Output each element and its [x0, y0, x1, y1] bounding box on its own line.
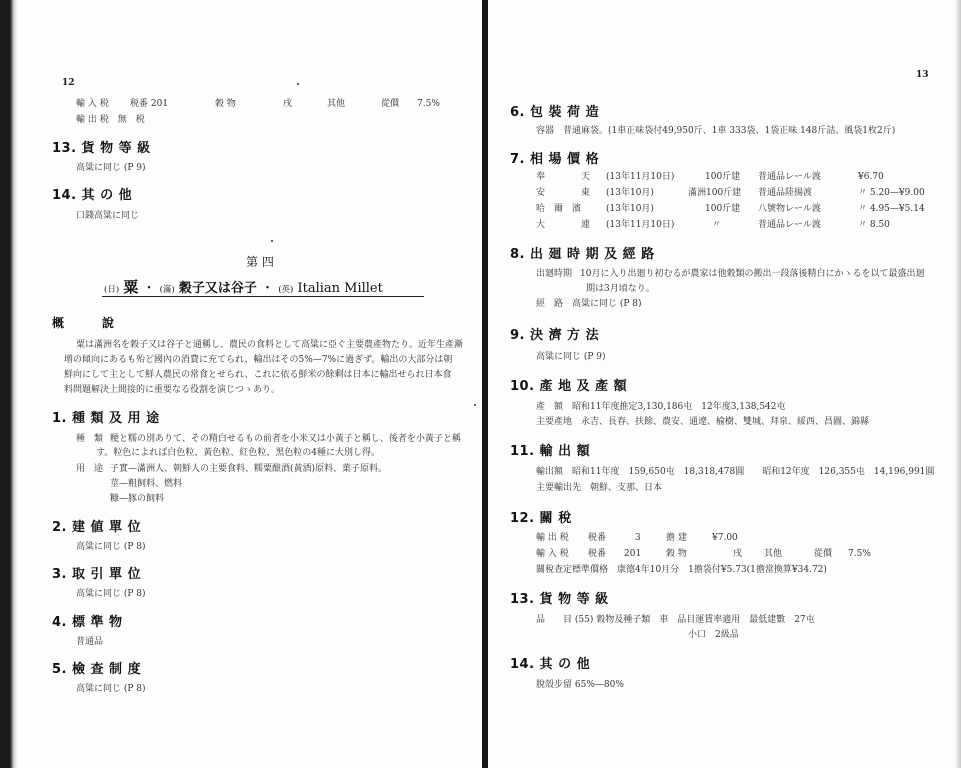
- right-page: [488, 0, 961, 768]
- overview-label: 概 說: [52, 316, 115, 330]
- section-13-text: 高粱に同じ (P 9): [76, 163, 146, 173]
- page-edge-shadow: [955, 0, 961, 768]
- scan-speck: [474, 404, 476, 406]
- shipping-time-line: 期は3月頃なり。: [586, 284, 655, 294]
- price-city: 安 東: [536, 188, 591, 198]
- uses-line: 莖—粗飼料、燃料: [110, 479, 183, 489]
- import-duty-rate: 7.5%: [848, 549, 871, 559]
- uses-label: 用 途: [76, 464, 104, 474]
- section-4-text: 普通品: [76, 637, 104, 647]
- section-3-text: 高粱に同じ (P 8): [76, 589, 146, 599]
- lang-label-jp: (日): [104, 285, 120, 295]
- section-2-text: 高粱に同じ (P 8): [76, 542, 146, 552]
- section-13-title: 13. 貨 物 等 級: [510, 592, 609, 607]
- section-10-title: 10. 產 地 及 產 額: [510, 379, 628, 394]
- name-en: Italian Millet: [297, 281, 383, 296]
- overview-line: 增の傾向にあるも殆ど國內の消費に充てられ、輸出はその5%—7%に過ぎず。輸出の大部分は朝: [64, 355, 453, 365]
- import-duty-label: 輸 入 税: [536, 549, 569, 559]
- scan-speck: [297, 83, 299, 85]
- price-value: 〃 8.50: [858, 220, 890, 230]
- section-6-title: 6. 包 裝 荷 造: [510, 105, 600, 120]
- price-terms: 八號物レール渡: [758, 204, 821, 214]
- export-duty-rate: ¥7.00: [712, 533, 738, 543]
- section-8-title: 8. 出 廻 時 期 及 經 路: [510, 247, 655, 262]
- overview-line: 粟は滿洲名を穀子又は谷子と通稱し、農民の食料として高粱に亞ぐ主要農產物たり。近年生產漸: [76, 340, 464, 350]
- price-date: (13年11月10日): [606, 172, 675, 182]
- price-city: 哈 爾 濱: [536, 204, 582, 214]
- types-line: 粳と糯の別ありて、その精白せるもの前者を小米又は小黃子と稱し、後者を小黃子と稱: [110, 434, 461, 444]
- page-edge-shadow: [0, 0, 18, 768]
- page-number: 12: [62, 78, 75, 88]
- export-duty-code-label: 税番: [588, 533, 607, 543]
- export-amount: 輸出額 昭和11年度 159,650屯 18,318,478圓 昭和12年度 126,355屯 14,196,991圓: [536, 467, 935, 477]
- lang-label-manchu: (滿): [159, 285, 175, 295]
- price-value: 〃 4.95—¥5.14: [858, 204, 925, 214]
- chapter-number: 第 四: [246, 255, 274, 269]
- price-date: (13年10月): [606, 204, 654, 214]
- import-duty-code-label: 税番: [588, 549, 607, 559]
- section-5-text: 高粱に同じ (P 8): [76, 684, 146, 694]
- section-14-text: 脫殼步留 65%—80%: [536, 680, 624, 690]
- import-duty-label: 輸 入 税: [76, 99, 109, 109]
- overview-line: 料問題解決上間接的に重要なる役割を演じつゝあり。: [64, 385, 281, 395]
- export-duty-unit: 擔 建: [666, 533, 687, 543]
- import-duty-class: 穀 物: [666, 549, 687, 559]
- price-unit: 〃: [712, 220, 722, 230]
- section-6-text: 容器 普通麻袋。(1車正味袋付49,950斤、1車 333袋、1袋正味 148斤詰、風袋1枚2斤): [536, 126, 896, 136]
- section-1-title: 1. 種 類 及 用 途: [52, 411, 160, 426]
- price-date: (13年11月10日): [606, 220, 675, 230]
- commodity-heading: [104, 276, 383, 297]
- import-duty-other: 其他: [327, 99, 346, 109]
- export-duty-line: 輸 出 税 無 税: [76, 115, 145, 125]
- section-13-title: 13. 貨 物 等 級: [52, 141, 151, 156]
- shipping-time-label: 出廻時期: [536, 269, 573, 279]
- export-destinations: 主要輸出先 朝鮮、支那、日本: [536, 483, 663, 493]
- heading-underline: [102, 296, 424, 297]
- overview-line: 鮮向にして主として鮮人農民の常食とせられ、これに依る鮮米の餘剩は日本に輸出せられ日本食: [64, 370, 452, 380]
- price-terms: 普通品陸揚渡: [758, 188, 813, 198]
- section-11-title: 11. 輸 出 額: [510, 444, 591, 459]
- section-9-text: 高粱に同じ (P 9): [536, 352, 606, 362]
- uses-line: 糠—豚の飼料: [110, 494, 165, 504]
- import-duty-grade: 戌: [733, 549, 743, 559]
- price-value: ¥6.70: [858, 172, 884, 182]
- production-amount: 產 額 昭和11年度推定3,130,186屯 12年度3,138,542屯: [536, 402, 786, 412]
- types-label: 種 類: [76, 434, 104, 444]
- price-terms: 普通品レール渡: [758, 172, 821, 182]
- import-duty-code: 201: [624, 549, 642, 559]
- price-value: 〃 5.20—¥9.00: [858, 188, 925, 198]
- production-places: 主要產地 永吉、長春、扶餘、農安、通遼、榆樹、雙城、拜泉、綏西、昌圖、錦縣: [536, 417, 870, 427]
- shipping-time-line: 10月に入り出廻り初むるが農家は他穀類の搬出一段落後精白にかゝるを以て最盛出迴: [580, 269, 925, 279]
- import-duty-grade: 戌: [283, 99, 293, 109]
- uses-line: 子實—滿洲人、朝鮮人の主要食料、糯粟酿酒(黃酒)原料、菓子原料。: [110, 464, 388, 474]
- scan-speck: [271, 240, 273, 242]
- section-14-title: 14. 其 の 他: [510, 657, 591, 672]
- price-unit: 100斤建: [705, 172, 741, 182]
- types-line: す。粒色によれば白色粒、黃色粒、紅色粒、黑色粒の4種に大別し得。: [96, 448, 381, 458]
- separator: ・: [142, 281, 156, 296]
- export-duty-label: 輸 出 税: [536, 533, 569, 543]
- section-12-title: 12. 關 稅: [510, 511, 572, 526]
- price-city: 大 連: [536, 220, 591, 230]
- lang-label-en: (英): [278, 285, 294, 295]
- import-duty-code: 税番 201: [130, 99, 169, 109]
- name-jp: 粟: [123, 278, 139, 296]
- section-9-title: 9. 決 濟 方 法: [510, 328, 600, 343]
- price-city: 奉 天: [536, 172, 591, 182]
- freight-class-line: 品 目 (55) 穀物及種子類 車 品目運賃率適用 最低建數 27屯: [536, 615, 815, 625]
- shipping-route: 經 路 高粱に同じ (P 8): [536, 299, 642, 309]
- import-duty-class: 穀 物: [215, 99, 236, 109]
- price-terms: 普通品レール渡: [758, 220, 821, 230]
- section-5-title: 5. 檢 查 制 度: [52, 662, 142, 677]
- price-unit: 100斤建: [705, 204, 741, 214]
- page-number: 13: [916, 70, 929, 80]
- section-4-title: 4. 標 準 物: [52, 615, 123, 630]
- section-7-title: 7. 相 場 價 格: [510, 152, 600, 167]
- freight-class-line: 小口 2級品: [688, 630, 739, 640]
- section-3-title: 3. 取 引 單 位: [52, 567, 142, 582]
- section-14-text: 口錢高粱に同じ: [76, 211, 140, 221]
- separator: ・: [261, 281, 275, 296]
- import-duty-advalorem: 從價: [814, 549, 833, 559]
- duty-valuation: 關稅查定標準價格 康德4年10月分 1擔袋付¥5.73(1擔當換算¥34.72): [536, 565, 827, 575]
- name-manchu: 穀子又は谷子: [178, 281, 257, 296]
- import-duty-other: 其他: [764, 549, 783, 559]
- price-unit: 滿洲100斤建: [688, 188, 742, 198]
- import-duty-advalorem: 從價: [381, 99, 400, 109]
- export-duty-code: 3: [635, 533, 641, 543]
- section-14-title: 14. 其 の 他: [52, 188, 133, 203]
- section-2-title: 2. 建 値 單 位: [52, 520, 142, 535]
- import-duty-rate: 7.5%: [417, 99, 440, 109]
- price-date: (13年10月): [606, 188, 654, 198]
